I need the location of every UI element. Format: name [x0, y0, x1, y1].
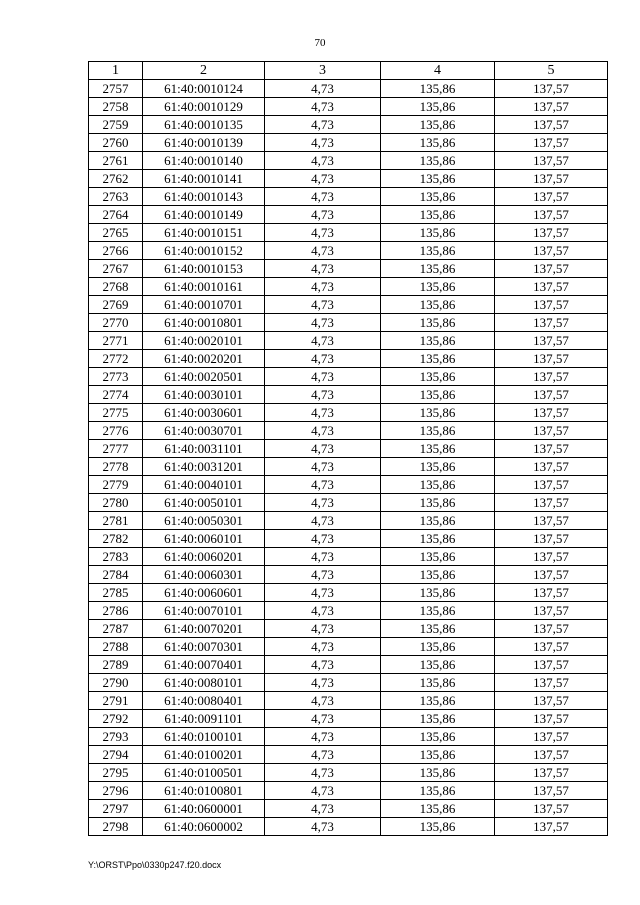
- table-row: [89, 494, 608, 512]
- table-row: [89, 674, 608, 692]
- row-number-cell: 2769: [89, 296, 143, 314]
- table-row: [89, 296, 608, 314]
- value-cell-4: 135,86: [381, 350, 495, 368]
- cadastral-number-cell: 61:40:0070101: [143, 602, 265, 620]
- value-cell-5: 137,57: [495, 620, 608, 638]
- table-row: [89, 548, 608, 566]
- value-cell-5: 137,57: [495, 476, 608, 494]
- table-row: [89, 116, 608, 134]
- cadastral-number-cell: 61:40:0060601: [143, 584, 265, 602]
- value-cell-5: 137,57: [495, 584, 608, 602]
- cadastral-number-cell: 61:40:0060101: [143, 530, 265, 548]
- value-cell-3: 4,73: [265, 260, 381, 278]
- value-cell-3: 4,73: [265, 134, 381, 152]
- cadastral-number-cell: 61:40:0100801: [143, 782, 265, 800]
- value-cell-4: 135,86: [381, 818, 495, 836]
- value-cell-4: 135,86: [381, 692, 495, 710]
- cadastral-number-cell: 61:40:0060201: [143, 548, 265, 566]
- value-cell-4: 135,86: [381, 548, 495, 566]
- row-number-cell: 2792: [89, 710, 143, 728]
- row-number-cell: 2790: [89, 674, 143, 692]
- value-cell-4: 135,86: [381, 764, 495, 782]
- table-row: [89, 152, 608, 170]
- table-row: [89, 206, 608, 224]
- row-number-cell: 2760: [89, 134, 143, 152]
- row-number-cell: 2773: [89, 368, 143, 386]
- value-cell-3: 4,73: [265, 548, 381, 566]
- footer-file-path: Y:\ORST\Ppo\0330p247.f20.docx: [88, 860, 222, 870]
- value-cell-4: 135,86: [381, 782, 495, 800]
- value-cell-3: 4,73: [265, 116, 381, 134]
- value-cell-3: 4,73: [265, 278, 381, 296]
- value-cell-3: 4,73: [265, 350, 381, 368]
- value-cell-4: 135,86: [381, 710, 495, 728]
- table-row: [89, 746, 608, 764]
- value-cell-4: 135,86: [381, 134, 495, 152]
- cadastral-number-cell: 61:40:0010149: [143, 206, 265, 224]
- cadastral-number-cell: 61:40:0010140: [143, 152, 265, 170]
- value-cell-4: 135,86: [381, 242, 495, 260]
- row-number-cell: 2791: [89, 692, 143, 710]
- row-number-cell: 2778: [89, 458, 143, 476]
- row-number-cell: 2777: [89, 440, 143, 458]
- row-number-cell: 2781: [89, 512, 143, 530]
- value-cell-3: 4,73: [265, 404, 381, 422]
- table-row: [89, 80, 608, 98]
- value-cell-5: 137,57: [495, 800, 608, 818]
- value-cell-3: 4,73: [265, 602, 381, 620]
- table-row: [89, 242, 608, 260]
- value-cell-5: 137,57: [495, 656, 608, 674]
- value-cell-3: 4,73: [265, 764, 381, 782]
- value-cell-5: 137,57: [495, 188, 608, 206]
- value-cell-3: 4,73: [265, 152, 381, 170]
- column-header: 3: [265, 62, 381, 80]
- row-number-cell: 2786: [89, 602, 143, 620]
- table-row: [89, 638, 608, 656]
- value-cell-3: 4,73: [265, 368, 381, 386]
- cadastral-number-cell: 61:40:0010152: [143, 242, 265, 260]
- value-cell-3: 4,73: [265, 782, 381, 800]
- cadastral-number-cell: 61:40:0020201: [143, 350, 265, 368]
- value-cell-5: 137,57: [495, 674, 608, 692]
- table-row: [89, 422, 608, 440]
- value-cell-4: 135,86: [381, 512, 495, 530]
- cadastral-number-cell: 61:40:0010161: [143, 278, 265, 296]
- value-cell-3: 4,73: [265, 728, 381, 746]
- cadastral-number-cell: 61:40:0100101: [143, 728, 265, 746]
- value-cell-5: 137,57: [495, 512, 608, 530]
- cadastral-number-cell: 61:40:0010801: [143, 314, 265, 332]
- row-number-cell: 2783: [89, 548, 143, 566]
- value-cell-5: 137,57: [495, 368, 608, 386]
- row-number-cell: 2793: [89, 728, 143, 746]
- row-number-cell: 2771: [89, 332, 143, 350]
- table-row: [89, 764, 608, 782]
- row-number-cell: 2779: [89, 476, 143, 494]
- cadastral-number-cell: 61:40:0070301: [143, 638, 265, 656]
- table-row: [89, 440, 608, 458]
- table-row: [89, 368, 608, 386]
- value-cell-3: 4,73: [265, 710, 381, 728]
- value-cell-5: 137,57: [495, 440, 608, 458]
- value-cell-4: 135,86: [381, 296, 495, 314]
- row-number-cell: 2759: [89, 116, 143, 134]
- row-number-cell: 2774: [89, 386, 143, 404]
- value-cell-4: 135,86: [381, 80, 495, 98]
- value-cell-3: 4,73: [265, 494, 381, 512]
- value-cell-3: 4,73: [265, 206, 381, 224]
- value-cell-5: 137,57: [495, 206, 608, 224]
- table-row: [89, 728, 608, 746]
- cadastral-number-cell: 61:40:0010143: [143, 188, 265, 206]
- value-cell-3: 4,73: [265, 512, 381, 530]
- row-number-cell: 2775: [89, 404, 143, 422]
- value-cell-3: 4,73: [265, 692, 381, 710]
- value-cell-3: 4,73: [265, 656, 381, 674]
- value-cell-5: 137,57: [495, 80, 608, 98]
- page-number: 70: [314, 37, 326, 49]
- table-row: [89, 386, 608, 404]
- value-cell-5: 137,57: [495, 566, 608, 584]
- row-number-cell: 2798: [89, 818, 143, 836]
- value-cell-5: 137,57: [495, 170, 608, 188]
- table-row: [89, 584, 608, 602]
- table-row: [89, 332, 608, 350]
- value-cell-3: 4,73: [265, 818, 381, 836]
- cadastral-number-cell: 61:40:0080401: [143, 692, 265, 710]
- value-cell-5: 137,57: [495, 278, 608, 296]
- cadastral-number-cell: 61:40:0010129: [143, 98, 265, 116]
- value-cell-3: 4,73: [265, 422, 381, 440]
- cadastral-number-cell: 61:40:0030701: [143, 422, 265, 440]
- value-cell-4: 135,86: [381, 674, 495, 692]
- table-row: [89, 170, 608, 188]
- row-number-cell: 2764: [89, 206, 143, 224]
- value-cell-4: 135,86: [381, 530, 495, 548]
- value-cell-4: 135,86: [381, 152, 495, 170]
- value-cell-5: 137,57: [495, 260, 608, 278]
- value-cell-4: 135,86: [381, 638, 495, 656]
- cadastral-number-cell: 61:40:0070201: [143, 620, 265, 638]
- table-row: [89, 458, 608, 476]
- value-cell-4: 135,86: [381, 728, 495, 746]
- value-cell-4: 135,86: [381, 332, 495, 350]
- value-cell-4: 135,86: [381, 404, 495, 422]
- table-row: [89, 476, 608, 494]
- value-cell-3: 4,73: [265, 332, 381, 350]
- cadastral-number-cell: 61:40:0040101: [143, 476, 265, 494]
- cadastral-number-cell: 61:40:0100501: [143, 764, 265, 782]
- row-number-cell: 2762: [89, 170, 143, 188]
- value-cell-5: 137,57: [495, 728, 608, 746]
- value-cell-5: 137,57: [495, 782, 608, 800]
- value-cell-5: 137,57: [495, 134, 608, 152]
- cadastral-number-cell: 61:40:0010151: [143, 224, 265, 242]
- row-number-cell: 2788: [89, 638, 143, 656]
- table-row: [89, 620, 608, 638]
- value-cell-4: 135,86: [381, 98, 495, 116]
- value-cell-5: 137,57: [495, 152, 608, 170]
- value-cell-4: 135,86: [381, 278, 495, 296]
- value-cell-5: 137,57: [495, 314, 608, 332]
- value-cell-5: 137,57: [495, 746, 608, 764]
- row-number-cell: 2789: [89, 656, 143, 674]
- value-cell-4: 135,86: [381, 170, 495, 188]
- value-cell-4: 135,86: [381, 188, 495, 206]
- value-cell-5: 137,57: [495, 494, 608, 512]
- row-number-cell: 2768: [89, 278, 143, 296]
- column-header: 1: [89, 62, 143, 80]
- value-cell-5: 137,57: [495, 116, 608, 134]
- value-cell-4: 135,86: [381, 656, 495, 674]
- row-number-cell: 2765: [89, 224, 143, 242]
- row-number-cell: 2772: [89, 350, 143, 368]
- row-number-cell: 2795: [89, 764, 143, 782]
- value-cell-3: 4,73: [265, 242, 381, 260]
- value-cell-5: 137,57: [495, 692, 608, 710]
- value-cell-5: 137,57: [495, 296, 608, 314]
- table-row: [89, 692, 608, 710]
- value-cell-5: 137,57: [495, 638, 608, 656]
- cadastral-number-cell: 61:40:0060301: [143, 566, 265, 584]
- value-cell-5: 137,57: [495, 98, 608, 116]
- value-cell-5: 137,57: [495, 602, 608, 620]
- value-cell-4: 135,86: [381, 800, 495, 818]
- row-number-cell: 2784: [89, 566, 143, 584]
- value-cell-5: 137,57: [495, 764, 608, 782]
- value-cell-5: 137,57: [495, 386, 608, 404]
- cadastral-number-cell: 61:40:0030101: [143, 386, 265, 404]
- table-row: [89, 98, 608, 116]
- table-row: [89, 818, 608, 836]
- value-cell-3: 4,73: [265, 638, 381, 656]
- value-cell-5: 137,57: [495, 332, 608, 350]
- value-cell-5: 137,57: [495, 242, 608, 260]
- cadastral-number-cell: 61:40:0031201: [143, 458, 265, 476]
- row-number-cell: 2776: [89, 422, 143, 440]
- row-number-cell: 2757: [89, 80, 143, 98]
- value-cell-5: 137,57: [495, 224, 608, 242]
- row-number-cell: 2761: [89, 152, 143, 170]
- value-cell-3: 4,73: [265, 476, 381, 494]
- table-row: [89, 278, 608, 296]
- cadastral-number-cell: 61:40:0010153: [143, 260, 265, 278]
- data-table: [88, 61, 608, 836]
- value-cell-3: 4,73: [265, 170, 381, 188]
- value-cell-4: 135,86: [381, 620, 495, 638]
- value-cell-3: 4,73: [265, 386, 381, 404]
- cadastral-number-cell: 61:40:0010701: [143, 296, 265, 314]
- cadastral-number-cell: 61:40:0030601: [143, 404, 265, 422]
- table-row: [89, 530, 608, 548]
- value-cell-4: 135,86: [381, 458, 495, 476]
- cadastral-number-cell: 61:40:0050101: [143, 494, 265, 512]
- value-cell-5: 137,57: [495, 458, 608, 476]
- row-number-cell: 2794: [89, 746, 143, 764]
- table-row: [89, 188, 608, 206]
- column-header: 5: [495, 62, 608, 80]
- value-cell-3: 4,73: [265, 224, 381, 242]
- row-number-cell: 2780: [89, 494, 143, 512]
- value-cell-3: 4,73: [265, 98, 381, 116]
- table-row: [89, 800, 608, 818]
- row-number-cell: 2796: [89, 782, 143, 800]
- cadastral-number-cell: 61:40:0070401: [143, 656, 265, 674]
- cadastral-number-cell: 61:40:0010135: [143, 116, 265, 134]
- table-row: [89, 710, 608, 728]
- value-cell-4: 135,86: [381, 368, 495, 386]
- value-cell-3: 4,73: [265, 530, 381, 548]
- table-row: [89, 350, 608, 368]
- value-cell-3: 4,73: [265, 314, 381, 332]
- value-cell-3: 4,73: [265, 458, 381, 476]
- value-cell-4: 135,86: [381, 584, 495, 602]
- row-number-cell: 2797: [89, 800, 143, 818]
- table-row: [89, 602, 608, 620]
- cadastral-number-cell: 61:40:0080101: [143, 674, 265, 692]
- value-cell-3: 4,73: [265, 746, 381, 764]
- value-cell-5: 137,57: [495, 710, 608, 728]
- cadastral-number-cell: 61:40:0010139: [143, 134, 265, 152]
- value-cell-4: 135,86: [381, 602, 495, 620]
- cadastral-number-cell: 61:40:0600002: [143, 818, 265, 836]
- value-cell-4: 135,86: [381, 566, 495, 584]
- value-cell-5: 137,57: [495, 422, 608, 440]
- table-header-row: [89, 62, 608, 80]
- value-cell-4: 135,86: [381, 314, 495, 332]
- value-cell-3: 4,73: [265, 674, 381, 692]
- table-row: [89, 260, 608, 278]
- table-row: [89, 566, 608, 584]
- table-row: [89, 224, 608, 242]
- row-number-cell: 2787: [89, 620, 143, 638]
- cadastral-number-cell: 61:40:0020101: [143, 332, 265, 350]
- cadastral-number-cell: 61:40:0100201: [143, 746, 265, 764]
- value-cell-4: 135,86: [381, 476, 495, 494]
- value-cell-3: 4,73: [265, 296, 381, 314]
- cadastral-number-cell: 61:40:0020501: [143, 368, 265, 386]
- table-row: [89, 314, 608, 332]
- row-number-cell: 2782: [89, 530, 143, 548]
- table-row: [89, 512, 608, 530]
- cadastral-number-cell: 61:40:0091101: [143, 710, 265, 728]
- column-header: 2: [143, 62, 265, 80]
- cadastral-number-cell: 61:40:0010124: [143, 80, 265, 98]
- value-cell-4: 135,86: [381, 116, 495, 134]
- cadastral-number-cell: 61:40:0010141: [143, 170, 265, 188]
- value-cell-3: 4,73: [265, 800, 381, 818]
- value-cell-4: 135,86: [381, 260, 495, 278]
- value-cell-4: 135,86: [381, 224, 495, 242]
- value-cell-4: 135,86: [381, 206, 495, 224]
- value-cell-4: 135,86: [381, 422, 495, 440]
- row-number-cell: 2770: [89, 314, 143, 332]
- value-cell-5: 137,57: [495, 530, 608, 548]
- value-cell-3: 4,73: [265, 440, 381, 458]
- value-cell-5: 137,57: [495, 404, 608, 422]
- table-row: [89, 404, 608, 422]
- row-number-cell: 2758: [89, 98, 143, 116]
- value-cell-3: 4,73: [265, 188, 381, 206]
- row-number-cell: 2763: [89, 188, 143, 206]
- value-cell-5: 137,57: [495, 350, 608, 368]
- cadastral-number-cell: 61:40:0050301: [143, 512, 265, 530]
- value-cell-5: 137,57: [495, 548, 608, 566]
- cadastral-number-cell: 61:40:0031101: [143, 440, 265, 458]
- table-row: [89, 782, 608, 800]
- value-cell-3: 4,73: [265, 584, 381, 602]
- row-number-cell: 2766: [89, 242, 143, 260]
- value-cell-5: 137,57: [495, 818, 608, 836]
- value-cell-3: 4,73: [265, 620, 381, 638]
- value-cell-3: 4,73: [265, 566, 381, 584]
- row-number-cell: 2767: [89, 260, 143, 278]
- row-number-cell: 2785: [89, 584, 143, 602]
- value-cell-4: 135,86: [381, 494, 495, 512]
- value-cell-4: 135,86: [381, 386, 495, 404]
- table-body: [89, 80, 608, 836]
- value-cell-3: 4,73: [265, 80, 381, 98]
- cadastral-number-cell: 61:40:0600001: [143, 800, 265, 818]
- value-cell-4: 135,86: [381, 440, 495, 458]
- column-header: 4: [381, 62, 495, 80]
- table-row: [89, 134, 608, 152]
- value-cell-4: 135,86: [381, 746, 495, 764]
- table-row: [89, 656, 608, 674]
